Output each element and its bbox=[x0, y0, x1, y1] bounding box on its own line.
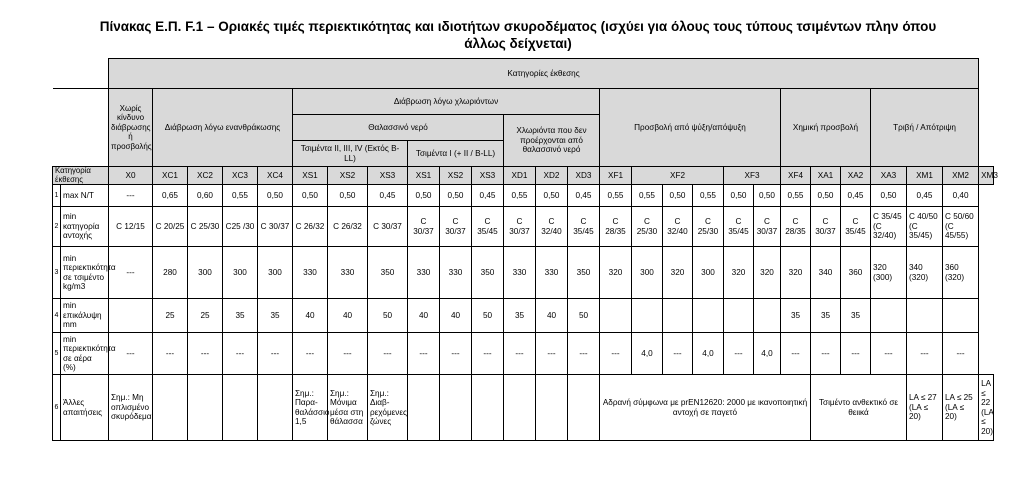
row-number: 3 bbox=[53, 247, 61, 299]
value-cell: --- bbox=[188, 333, 223, 375]
value-cell: 330 bbox=[408, 247, 440, 299]
table-title-line-2: άλλως δείχνεται) bbox=[464, 36, 572, 51]
value-cell: --- bbox=[536, 333, 568, 375]
code-cell: XF1 bbox=[600, 167, 632, 185]
value-cell: 350 bbox=[472, 247, 504, 299]
value-cell: --- bbox=[871, 333, 907, 375]
abrasion-header: Τριβή / Απότριψη bbox=[871, 89, 979, 167]
value-cell: --- bbox=[368, 333, 408, 375]
value-cell: C 35/45 bbox=[841, 207, 871, 247]
value-cell: 0,45 bbox=[907, 185, 943, 207]
value-cell: 350 bbox=[568, 247, 600, 299]
value-cell: 35 bbox=[811, 299, 841, 333]
value-cell: 40 bbox=[328, 299, 368, 333]
value-cell: 0,40 bbox=[943, 185, 979, 207]
value-cell: 35 bbox=[781, 299, 811, 333]
empty-corner-2 bbox=[53, 89, 109, 167]
row-label: Άλλες απαιτήσεις bbox=[61, 375, 109, 441]
value-cell bbox=[632, 299, 663, 333]
value-cell: C 30/37 bbox=[440, 207, 472, 247]
value-cell: --- bbox=[109, 185, 153, 207]
value-cell bbox=[600, 299, 632, 333]
value-cell: C 35/45 bbox=[568, 207, 600, 247]
value-cell: --- bbox=[663, 333, 693, 375]
value-cell: 4,0 bbox=[754, 333, 781, 375]
value-cell: 350 bbox=[368, 247, 408, 299]
value-cell: 0,55 bbox=[504, 185, 536, 207]
value-cell: 340 (320) bbox=[907, 247, 943, 299]
value-cell: --- bbox=[109, 333, 153, 375]
table-row bbox=[53, 247, 994, 299]
value-cell: --- bbox=[293, 333, 328, 375]
value-cell: 0,50 bbox=[258, 185, 293, 207]
xm3-note: LA ≤ 22 (LA ≤ 20) bbox=[979, 375, 994, 441]
value-cell bbox=[693, 299, 724, 333]
code-cell: XD3 bbox=[568, 167, 600, 185]
value-cell: 0,50 bbox=[754, 185, 781, 207]
chemical-note: Τσιμέντο ανθεκτικό σε θειικά bbox=[811, 375, 907, 441]
value-cell: C 30/37 bbox=[258, 207, 293, 247]
value-cell: 300 bbox=[188, 247, 223, 299]
value-cell: --- bbox=[724, 333, 754, 375]
value-cell: 40 bbox=[536, 299, 568, 333]
value-cell: --- bbox=[109, 247, 153, 299]
table-row bbox=[53, 299, 994, 333]
xm1-note: LA ≤ 27 (LA ≤ 20) bbox=[907, 375, 943, 441]
xm2-note: LA ≤ 25 (LA ≤ 20) bbox=[943, 375, 979, 441]
code-cell: XA1 bbox=[811, 167, 841, 185]
chloride-header: Διάβρωση λόγω χλωριόντων bbox=[293, 89, 600, 115]
empty-cell bbox=[408, 375, 440, 441]
empty-cell bbox=[258, 375, 293, 441]
value-cell: --- bbox=[472, 333, 504, 375]
value-cell: C 20/25 bbox=[153, 207, 188, 247]
value-cell: --- bbox=[568, 333, 600, 375]
value-cell: C25 /30 bbox=[223, 207, 258, 247]
value-cell: C 30/37 bbox=[504, 207, 536, 247]
value-cell: 300 bbox=[693, 247, 724, 299]
x0-note: Σημ.: Μη οπλισμένο σκυρόδεμα bbox=[109, 375, 153, 441]
code-cell: XS2 bbox=[328, 167, 368, 185]
value-cell: 25 bbox=[188, 299, 223, 333]
value-cell: 40 bbox=[440, 299, 472, 333]
value-cell: --- bbox=[328, 333, 368, 375]
value-cell: C 30/37 bbox=[408, 207, 440, 247]
value-cell: 360 bbox=[841, 247, 871, 299]
code-cell: XS3 bbox=[472, 167, 504, 185]
value-cell: C 30/37 bbox=[368, 207, 408, 247]
value-cell: C 40/50 (C 35/45) bbox=[907, 207, 943, 247]
row-number: 5 bbox=[53, 333, 61, 375]
value-cell: 0,50 bbox=[440, 185, 472, 207]
code-cell: XS1 bbox=[408, 167, 440, 185]
value-cell: 0,45 bbox=[841, 185, 871, 207]
value-cell: --- bbox=[258, 333, 293, 375]
value-cell: 320 bbox=[754, 247, 781, 299]
table-title bbox=[30, 18, 1006, 52]
chemical-attack-header: Χημική προσβολή bbox=[781, 89, 871, 167]
value-cell: --- bbox=[153, 333, 188, 375]
code-cell: XC1 bbox=[153, 167, 188, 185]
value-cell: 0,45 bbox=[568, 185, 600, 207]
value-cell: 0,50 bbox=[871, 185, 907, 207]
exposure-code-row bbox=[53, 167, 994, 185]
value-cell: C 12/15 bbox=[109, 207, 153, 247]
value-cell: --- bbox=[943, 333, 979, 375]
value-cell: 280 bbox=[153, 247, 188, 299]
exposure-categories-header: Κατηγορίες έκθεσης bbox=[109, 59, 979, 89]
value-cell: 360 (320) bbox=[943, 247, 979, 299]
value-cell: 320 bbox=[781, 247, 811, 299]
value-cell: C 26/32 bbox=[328, 207, 368, 247]
row-number: 2 bbox=[53, 207, 61, 247]
code-cell: X0 bbox=[109, 167, 153, 185]
value-cell: 0,55 bbox=[693, 185, 724, 207]
value-cell: --- bbox=[504, 333, 536, 375]
value-cell: 0,55 bbox=[781, 185, 811, 207]
value-cell: 0,55 bbox=[600, 185, 632, 207]
value-cell: --- bbox=[907, 333, 943, 375]
code-cell: XS2 bbox=[440, 167, 472, 185]
value-cell: C 26/32 bbox=[293, 207, 328, 247]
value-cell: 0,50 bbox=[724, 185, 754, 207]
value-cell: 4,0 bbox=[693, 333, 724, 375]
value-cell: 330 bbox=[536, 247, 568, 299]
value-cell: C 35/45 (C 32/40) bbox=[871, 207, 907, 247]
value-cell: 35 bbox=[841, 299, 871, 333]
code-cell: XA3 bbox=[871, 167, 907, 185]
value-cell: --- bbox=[223, 333, 258, 375]
value-cell: C 28/35 bbox=[600, 207, 632, 247]
table-row bbox=[53, 207, 994, 247]
value-cell: C 25/30 bbox=[632, 207, 663, 247]
empty-cell bbox=[440, 375, 472, 441]
empty-cell bbox=[188, 375, 223, 441]
value-cell bbox=[109, 299, 153, 333]
code-cell: XC2 bbox=[188, 167, 223, 185]
code-cell: XM1 bbox=[907, 167, 943, 185]
value-cell bbox=[907, 299, 943, 333]
header-row-1 bbox=[53, 59, 994, 89]
value-cell: 330 bbox=[328, 247, 368, 299]
row-number: 4 bbox=[53, 299, 61, 333]
value-cell: 0,60 bbox=[188, 185, 223, 207]
value-cell: 0,55 bbox=[632, 185, 663, 207]
value-cell: 0,50 bbox=[811, 185, 841, 207]
value-cell: 40 bbox=[408, 299, 440, 333]
empty-cell bbox=[504, 375, 536, 441]
code-cell: XC4 bbox=[258, 167, 293, 185]
code-cell: XF3 bbox=[724, 167, 781, 185]
value-cell bbox=[663, 299, 693, 333]
table-row bbox=[53, 333, 994, 375]
exposure-limits-table bbox=[52, 58, 998, 441]
empty-corner bbox=[53, 59, 109, 89]
value-cell: 320 bbox=[663, 247, 693, 299]
code-cell: XM3 bbox=[979, 167, 994, 185]
xs2-note: Σημ.: Μόνιμα μέσα στη θάλασσα bbox=[328, 375, 368, 441]
code-cell: XF2 bbox=[632, 167, 724, 185]
value-cell: C 30/37 bbox=[754, 207, 781, 247]
value-cell: 320 (300) bbox=[871, 247, 907, 299]
seawater-header: Θαλασσινό νερό bbox=[293, 115, 504, 141]
code-cell: XS3 bbox=[368, 167, 408, 185]
value-cell: 320 bbox=[600, 247, 632, 299]
value-cell bbox=[943, 299, 979, 333]
empty-cell bbox=[536, 375, 568, 441]
header-row-2 bbox=[53, 89, 994, 115]
row-label: min περιεκτικότητα σε αέρα (%) bbox=[61, 333, 109, 375]
value-cell: --- bbox=[440, 333, 472, 375]
value-cell: C 50/60 (C 45/55) bbox=[943, 207, 979, 247]
value-cell: 4,0 bbox=[632, 333, 663, 375]
xs3-note: Σημ.: Διαβ-ρεχόμενες ζώνες bbox=[368, 375, 408, 441]
empty-cell bbox=[472, 375, 504, 441]
row-label: min επικάλυψη mm bbox=[61, 299, 109, 333]
value-cell: 0,45 bbox=[368, 185, 408, 207]
value-cell: C 25/30 bbox=[188, 207, 223, 247]
value-cell: C 35/45 bbox=[724, 207, 754, 247]
value-cell: C 35/45 bbox=[472, 207, 504, 247]
value-cell bbox=[754, 299, 781, 333]
value-cell: 320 bbox=[724, 247, 754, 299]
row-label: min κατηγορία αντοχής bbox=[61, 207, 109, 247]
code-cell: XD1 bbox=[504, 167, 536, 185]
value-cell: --- bbox=[600, 333, 632, 375]
category-label: Κατηγορία έκθεσης bbox=[53, 167, 109, 185]
no-risk-header: Χωρίς κίνδυνο διάβρωσης ή προσβολής bbox=[109, 89, 153, 167]
value-cell: 330 bbox=[440, 247, 472, 299]
code-cell: XM2 bbox=[943, 167, 979, 185]
value-cell: 0,55 bbox=[223, 185, 258, 207]
value-cell: --- bbox=[811, 333, 841, 375]
value-cell: 300 bbox=[258, 247, 293, 299]
value-cell: 0,50 bbox=[328, 185, 368, 207]
value-cell: 330 bbox=[504, 247, 536, 299]
value-cell: 300 bbox=[632, 247, 663, 299]
value-cell: 330 bbox=[293, 247, 328, 299]
code-cell: XF4 bbox=[781, 167, 811, 185]
cement-1-header: Τσιμέντα I (+ II / B-LL) bbox=[408, 141, 504, 167]
value-cell: --- bbox=[841, 333, 871, 375]
value-cell: --- bbox=[781, 333, 811, 375]
value-cell: 35 bbox=[258, 299, 293, 333]
code-cell: XS1 bbox=[293, 167, 328, 185]
empty-cell bbox=[223, 375, 258, 441]
carbonation-header: Διάβρωση λόγω ενανθράκωσης bbox=[153, 89, 293, 167]
freeze-thaw-note: Αδρανή σύμφωνα με prEN12620: 2000 με ικανοποιητική αντοχή σε παγετό bbox=[600, 375, 811, 441]
value-cell: 340 bbox=[811, 247, 841, 299]
value-cell: 300 bbox=[223, 247, 258, 299]
table-row bbox=[53, 185, 994, 207]
value-cell: C 32/40 bbox=[536, 207, 568, 247]
value-cell: --- bbox=[408, 333, 440, 375]
value-cell: 50 bbox=[472, 299, 504, 333]
value-cell: C 25/30 bbox=[693, 207, 724, 247]
value-cell: 35 bbox=[504, 299, 536, 333]
empty-cell bbox=[153, 375, 188, 441]
freeze-thaw-header: Προσβολή από ψύξη/απόψυξη bbox=[600, 89, 781, 167]
value-cell: 0,50 bbox=[293, 185, 328, 207]
value-cell bbox=[724, 299, 754, 333]
value-cell: 50 bbox=[568, 299, 600, 333]
value-cell: 0,50 bbox=[536, 185, 568, 207]
non-seawater-header: Χλωριόντα που δεν προέρχονται από θαλασσινό νερό bbox=[504, 115, 600, 167]
value-cell: 35 bbox=[223, 299, 258, 333]
cement-2-3-4-header: Τσιμέντα II, III, IV (Εκτός B-LL) bbox=[293, 141, 408, 167]
value-cell: 50 bbox=[368, 299, 408, 333]
value-cell: 0,50 bbox=[663, 185, 693, 207]
row-number: 1 bbox=[53, 185, 61, 207]
row-label: max N/T bbox=[61, 185, 109, 207]
value-cell: 0,65 bbox=[153, 185, 188, 207]
table-title-line-1: Πίνακας Ε.Π. F.1 – Οριακές τιμές περιεκτικότητας και ιδιοτήτων σκυροδέματος (ισχύει για όλους τους τύπους τσιμέντων πλην όπου bbox=[99, 19, 937, 34]
value-cell bbox=[871, 299, 907, 333]
value-cell: C 30/37 bbox=[811, 207, 841, 247]
row-label: min περιεκτικότητα σε τσιμέντο kg/m3 bbox=[61, 247, 109, 299]
value-cell: C 32/40 bbox=[663, 207, 693, 247]
empty-cell bbox=[568, 375, 600, 441]
row-number: 6 bbox=[53, 375, 61, 441]
value-cell: 0,50 bbox=[408, 185, 440, 207]
code-cell: XC3 bbox=[223, 167, 258, 185]
xs1-note: Σημ.: Παρα-θαλάσσιο 1,5 bbox=[293, 375, 328, 441]
code-cell: XA2 bbox=[841, 167, 871, 185]
value-cell: C 28/35 bbox=[781, 207, 811, 247]
table-row-other-requirements bbox=[53, 375, 994, 441]
value-cell: 40 bbox=[293, 299, 328, 333]
code-cell: XD2 bbox=[536, 167, 568, 185]
value-cell: 0,45 bbox=[472, 185, 504, 207]
value-cell: 25 bbox=[153, 299, 188, 333]
